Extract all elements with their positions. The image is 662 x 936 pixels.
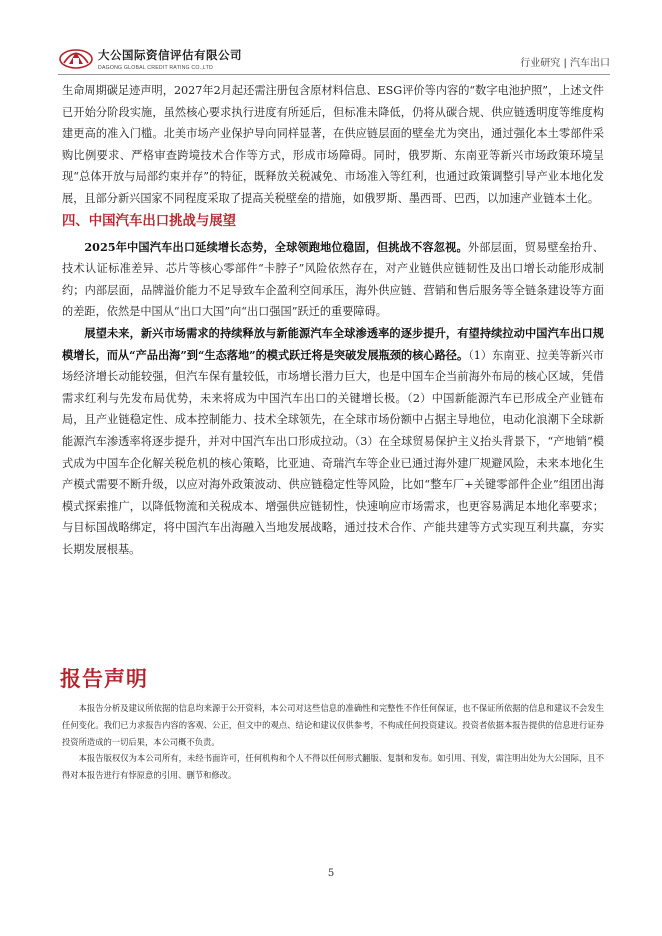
- paragraph-outlook: [62, 323, 604, 561]
- company-name-en: DAGONG GLOBAL CREDIT RATING CO.,LTD: [98, 65, 213, 71]
- paragraph-text: （1）东南亚、拉美等新兴市场经济增长动能较强，但汽车保有量较低，市场增长潜力巨大，也是中国车企当前海外布局的核心区域，凭借需求红利与先发布局优势，未来将成为中国汽车出口的关键增长极。（2）中国新能源汽车已形成全产业链布局，且产业链稳定性、成本控制能力、技术全球领先，在全球市场份额中占据主导地位，电动化浪潮下全球新能源汽车渗透率将逐步提升，并对中国汽车出口形成拉动。（3）在全球贸易保护主义抬头背景下，“产地销”模式成为中国车企化解关税危机的核心策略，比亚迪、奇瑞汽车等企业已通过海外建厂规避风险，未来本地化生产模式需要不断升级，以应对海外政策波动、供应链稳定性等风险，比如“整车厂+关键零部件企业”组团出海模式探索推广，以降低物流和关税成本、增强供应链韧性，快速响应市场需求，也更容易满足本地化率要求；与目标国战略绑定，将中国汽车出海融入当地发展战略，通过技术合作、产能共建等方式实现互利共赢，夯实长期发展根基。: [62, 348, 604, 556]
- paragraph-lead: 展望未来，新兴市场需求的持续释放与新能源汽车全球渗透率的逐步提升，有望持续拉动中国汽车出口规模增长，而从“产品出海”到“生态落地”的模式跃迁将是突破发展瓶颈的核心路径。: [62, 325, 604, 362]
- declaration-paragraph: 本报告分析及建议所依据的信息均来源于公开资料，本公司对这些信息的准确性和完整性不作任何保证，也不保证所依据的信息和建议不会发生任何变化。我们已力求报告内容的客观、公正，但文中的观点、结论和建议仅供参考，不构成任何投资建议。投资者依据本报告提供的信息进行证券投资所造成的一切后果，本公司概不负责。: [62, 703, 604, 747]
- declaration-body: [62, 700, 604, 784]
- paragraph-text: 外部层面，贸易壁垒抬升、技术认证标准差异、芯片等核心零部件“卡脖子”风险依然存在，对产业链供应链韧性及出口增长动能形成制约；内部层面，品牌溢价能力不足导致车企盈利空间承压，海外供应链、营销和售后服务等全链条建设等方面的差距，依然是中国从“出口大国”向“出口强国”跃迁的重要障碍。: [62, 240, 604, 319]
- section-heading: 四、中国汽车出口挑战与展望: [62, 213, 237, 229]
- declaration-paragraph: 本报告版权仅为本公司所有，未经书面许可，任何机构和个人不得以任何形式翻版、复制和发布。如引用、刊发，需注明出处为大公国际，且不得对本报告进行有悖原意的引用、删节和修改。: [62, 753, 604, 781]
- company-name-cn: 大公国际资信评估有限公司: [98, 48, 242, 62]
- dagong-logo-icon: [58, 46, 94, 70]
- page-header: [58, 46, 610, 76]
- paragraph-lead: 2025年中国汽车出口延续增长态势，全球领跑地位稳固，但挑战不容忽视。: [84, 239, 468, 254]
- report-category: 行业研究 | 汽车出口: [520, 58, 610, 69]
- paragraph-challenges: [62, 237, 604, 323]
- report-body: [62, 80, 604, 560]
- company-brand: [98, 47, 242, 71]
- page-number: 5: [327, 868, 335, 879]
- paragraph-continued: 生命周期碳足迹声明，2027年2月起还需注册包含原材料信息、ESG评价等内容的“数字电池护照”，上述文件已开始分阶段实施，虽然核心要求执行进度有所延后，但标准未降低，仍将从碳合规、供应链透明度等维度构建更高的准入门槛。北美市场产业保护导向同样显著，在供应链层面的壁垒尤为突出，通过强化本土零部件采购比例要求、严格审查跨境技术合作等方式，形成市场障碍。同时，俄罗斯、东南亚等新兴市场政策环境呈现“总体开放与局部约束并存”的特征，既释放关税减免、市场准入等红利，也通过政策调整引导产业本地化发展，且部分新兴国家不同程度采取了提高关税壁垒的措施，如俄罗斯、墨西哥、巴西，以加速产业链本土化。: [62, 84, 604, 205]
- header-divider: [58, 74, 610, 75]
- declaration-title: 报告声明: [60, 667, 148, 691]
